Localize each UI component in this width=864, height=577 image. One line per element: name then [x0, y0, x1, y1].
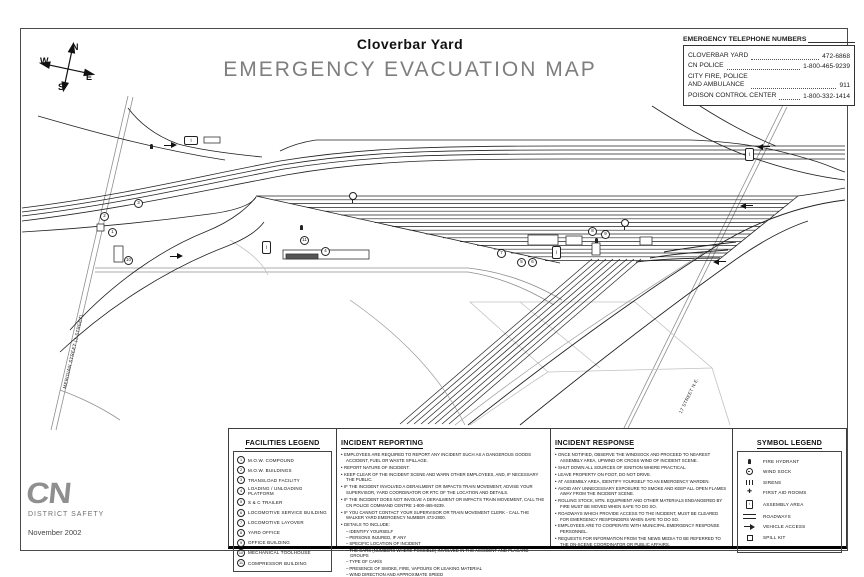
- phone-entry: CN POLICE 1-800-465-9239: [688, 62, 850, 71]
- bullet-item: • DETAILS TO INCLUDE:: [341, 522, 546, 528]
- facility-label: M.O.W. BUILDINGS: [248, 467, 292, 473]
- detail-item: – WIND DIRECTION AND APPROXIMATE SPEED: [341, 572, 546, 577]
- symbol-item: [741, 459, 838, 464]
- facility-number-badge: 4: [237, 487, 245, 495]
- vehicle-access-arrow-icon: [757, 143, 770, 150]
- vehicle-access-arrow-icon: [170, 253, 183, 260]
- symbol-label: SIRENS: [763, 479, 782, 485]
- bullet-item: • IF THE INCIDENT DOES NOT INVOLVE A DERAILMENT OR IMPACTS TRAIN MOVEMENT, CALL THE CN POLICE COMMAND CENTRE 1-800-465-9239.: [341, 497, 546, 508]
- date-label: November 2002: [28, 528, 82, 537]
- symbol-item: [741, 523, 838, 530]
- fire-hydrant-icon: [150, 144, 153, 149]
- facility-item: [237, 509, 328, 517]
- bullet-item: • IF YOU CANNOT CONTACT YOUR SUPERVISOR OR TRAIN MOVEMENT CLERK - CALL THE WALKER YARD EMERGENCY NUMBER 473-2800.: [341, 510, 546, 521]
- yard-name: Cloverbar Yard: [356, 36, 464, 52]
- vehicle-access-arrow-icon: [164, 142, 177, 149]
- street-label-17-street: 17 STREET N.E.: [678, 377, 700, 415]
- facility-item: [237, 529, 328, 537]
- facility-label: LOADING / UNLOADING PLATFORM: [248, 486, 303, 497]
- emergency-phone-box: [683, 36, 855, 106]
- facility-marker: 9: [601, 230, 610, 239]
- symbol-label: ASSEMBLY AREA: [763, 501, 804, 507]
- facility-item: [237, 466, 328, 474]
- facility-label: YARD OFFICE: [248, 530, 281, 536]
- incident-reporting-title: INCIDENT REPORTING: [341, 438, 424, 447]
- compass-s: S: [58, 82, 65, 92]
- assembly-area-icon: i: [746, 500, 753, 509]
- street-label-meridian: MERIDIAN STREET (1 STREET): [62, 314, 84, 390]
- phone-entry: CLOVERBAR YARD 472-6868: [688, 51, 850, 60]
- bullet-item: • IF THE INCIDENT INVOLVED A DERAILMENT OR IMPACTS TRAIN MOVEMENT, ADVISE YOUR SUPERVISOR, YARD COORDINATOR OR RTC OF THE LOCATION AND DETAILS.: [341, 484, 546, 495]
- bullet-item: • EMPLOYEES ARE TO COOPERATE WITH MUNICIPAL EMERGENCY RESPONSE PERSONNEL.: [555, 523, 728, 534]
- symbol-item: [741, 489, 838, 495]
- facility-number-badge: 11: [237, 559, 245, 567]
- facility-label: TRANSLOAD FACILITY: [248, 477, 300, 483]
- symbol-label: WIND SOCK: [763, 469, 792, 475]
- facility-number-badge: 7: [237, 519, 245, 527]
- division-label: DISTRICT SAFETY: [28, 511, 105, 518]
- symbol-legend: [732, 429, 846, 546]
- facility-marker: 11: [300, 236, 309, 245]
- detail-item: – THE CARS (NUMBERS WHERE POSSIBLE) INVOLVED IN THE ACCIDENT AND PLACARD GROUPS: [341, 548, 546, 559]
- southeast-lead-tracks: [400, 259, 641, 424]
- facility-item: [237, 456, 328, 464]
- facility-label: COMPRESSOR BUILDING: [248, 560, 307, 566]
- facility-item: [237, 498, 328, 506]
- spill-kit-icon: [747, 535, 753, 541]
- vehicle-access-icon: [744, 523, 755, 530]
- phone-entry-list: [683, 45, 855, 106]
- bullet-item: • AVOID ANY UNNECESSARY EXPOSURE TO SMOKE AND KEEP ALL OPEN FLAMES AWAY FROM THE INCIDENT SCENE.: [555, 486, 728, 497]
- facility-label: OFFICE BUILDING: [248, 540, 291, 546]
- facility-marker: 10: [124, 256, 133, 265]
- incident-reporting-list: [341, 452, 546, 577]
- bullet-item: • SHUT DOWN ALL SOURCES OF IGNITION WHERE PRACTICAL.: [555, 465, 728, 471]
- symbol-legend-title: SYMBOL LEGEND: [756, 438, 823, 447]
- symbol-item: [741, 500, 838, 509]
- phone-entry: POISON CONTROL CENTER 1-800-332-1414: [688, 91, 850, 101]
- bullet-item: • KEEP CLEAR OF THE INCIDENT SCENE AND WARN OTHER EMPLOYEES, AND, IF NECESSARY THE PUBLIC.: [341, 472, 546, 483]
- bullet-item: • ROADWAYS WHICH PROVIDE ACCESS TO THE INCIDENT, MUST BE CLEARED FOR EMERGENCY RESPONDERS WHEN SAFE TO DO SO.: [555, 511, 728, 522]
- bullet-item: • ROLLING STOCK, MTN. EQUIPMENT AND OTHER MATERIALS ENDANGERED BY FIRE MUST BE MOVED WHEN SAFE TO DO SO.: [555, 498, 728, 509]
- facilities-legend: [229, 429, 336, 566]
- compass-rose: [28, 32, 106, 104]
- symbol-label: VEHICLE ACCESS: [763, 524, 806, 530]
- wind-sock-icon: [621, 219, 629, 227]
- symbol-label: ROADWAYS: [763, 513, 791, 519]
- cn-logo: CN: [24, 476, 73, 510]
- facility-label: M.O.W. COMPOUND: [248, 457, 294, 463]
- assembly-area-icon: i: [262, 241, 271, 254]
- fire-hydrant-icon: [595, 238, 598, 243]
- facilities-legend-title: FACILITIES LEGEND: [245, 438, 320, 447]
- incident-response-legend: [550, 429, 732, 546]
- facility-label: LOCOMOTIVE LAYOVER: [248, 520, 304, 526]
- phone-entry: CITY FIRE, POLICE AND AMBULANCE 911: [688, 72, 850, 90]
- incident-response-list: [555, 452, 728, 547]
- compass-e: E: [86, 72, 93, 82]
- symbol-item: [741, 468, 838, 475]
- symbol-item: [741, 535, 838, 541]
- assembly-area-icon: i: [745, 148, 754, 161]
- footer-block: [24, 476, 105, 537]
- detail-item: – PRESENCE OF SMOKE, FIRE, VAPOURS OR LEAKING MATERIAL: [341, 566, 546, 572]
- compass-w: W: [40, 56, 49, 66]
- bullet-item: • REQUESTS FOR INFORMATION FROM THE NEWS MEDIA TO BE REFERRED TO THE ON-SCENE COORDINATOR OR PUBLIC AFFAIRS.: [555, 536, 728, 547]
- facility-number-badge: 10: [238, 550, 244, 555]
- facility-number-badge: 2: [237, 466, 245, 474]
- facility-number-badge: 5: [237, 498, 245, 506]
- title-block: [170, 36, 650, 82]
- symbol-item: [741, 480, 838, 485]
- first-aid-icon: ✚: [746, 489, 753, 496]
- bullet-item: • AT ASSEMBLY AREA, IDENTIFY YOURSELF TO AN EMERGENCY WARDEN.: [555, 479, 728, 485]
- facility-number-badge: 1: [237, 456, 245, 464]
- incident-response-title: INCIDENT RESPONSE: [555, 438, 635, 447]
- facility-marker: 7: [497, 249, 506, 258]
- facility-item: [237, 519, 328, 527]
- phone-box-title: EMERGENCY TELEPHONE NUMBERS: [683, 36, 855, 43]
- facility-item: [237, 549, 328, 557]
- detail-item: – PERSONS INJURED, IF ANY: [341, 535, 546, 541]
- through-tracks: [22, 106, 845, 232]
- facility-marker: 1: [108, 228, 117, 237]
- symbol-label: SPILL KIT: [763, 535, 786, 541]
- roadways-icon: [743, 514, 756, 519]
- facility-marker: 2: [100, 212, 109, 221]
- facility-marker: 5: [517, 258, 526, 267]
- facility-marker: 3: [134, 199, 143, 208]
- assembly-area-icon: i: [552, 246, 561, 259]
- facility-marker: 4: [321, 247, 330, 256]
- facility-item: [237, 476, 328, 484]
- compass-n: N: [72, 42, 79, 52]
- fire-hydrant-icon: [748, 459, 751, 464]
- facility-label: MECHANICAL TOOLHOUSE: [248, 550, 311, 556]
- facility-label: S & C TRAILER: [248, 499, 283, 505]
- vehicle-access-arrow-icon: [713, 258, 726, 265]
- fire-hydrant-icon: [300, 225, 303, 230]
- bullet-item: • ONCE NOTIFIED, OBSERVE THE WINDSOCK AND PROCEED TO NEAREST ASSEMBLY AREA, UPWIND OR CROSS WIND OF INCIDENT SCENE.: [555, 452, 728, 463]
- facility-label: LOCOMOTIVE SERVICE BUILDING: [248, 510, 327, 516]
- symbol-label: FIRE HYDRANT: [763, 458, 800, 464]
- facility-item: [237, 539, 328, 547]
- facility-marker: 6: [528, 258, 537, 267]
- incident-reporting-legend: [336, 429, 550, 577]
- sirens-icon: [746, 480, 753, 485]
- facility-number-badge: 3: [237, 476, 245, 484]
- wind-sock-icon: [746, 468, 753, 475]
- facility-number-badge: 9: [237, 539, 245, 547]
- yard-ladders: [60, 196, 798, 352]
- assembly-area-icon: i: [184, 136, 198, 145]
- symbol-list: [737, 451, 842, 553]
- facility-item: [237, 559, 328, 567]
- bullet-item: • LEAVE PROPERTY ON FOOT, DO NOT DRIVE.: [555, 472, 728, 478]
- facility-marker: 8: [588, 227, 597, 236]
- detail-item: – SPECIFIC LOCATION OF INCIDENT: [341, 541, 546, 547]
- facility-item: [237, 486, 328, 496]
- bullet-item: • REPORT NATURE OF INCIDENT.: [341, 465, 546, 471]
- facilities-list: [233, 451, 332, 572]
- facility-number-badge: 8: [237, 529, 245, 537]
- vehicle-access-arrow-icon: [740, 202, 753, 209]
- symbol-item: [741, 514, 838, 519]
- detail-item: – IDENTIFY YOURSELF: [341, 529, 546, 535]
- wind-sock-icon: [349, 192, 357, 200]
- symbol-label: FIRST AID ROOMS: [763, 489, 807, 495]
- bullet-item: • EMPLOYEES ARE REQUIRED TO REPORT ANY INCIDENT SUCH AS A DANGEROUS GOODS ACCIDENT, FUEL OR WASTE SPILLAGE.: [341, 452, 546, 463]
- detail-item: – TYPE OF CAR/S: [341, 559, 546, 565]
- facility-number-badge: 6: [237, 509, 245, 517]
- legend-bar: [228, 428, 847, 577]
- page-title: EMERGENCY EVACUATION MAP: [223, 58, 597, 81]
